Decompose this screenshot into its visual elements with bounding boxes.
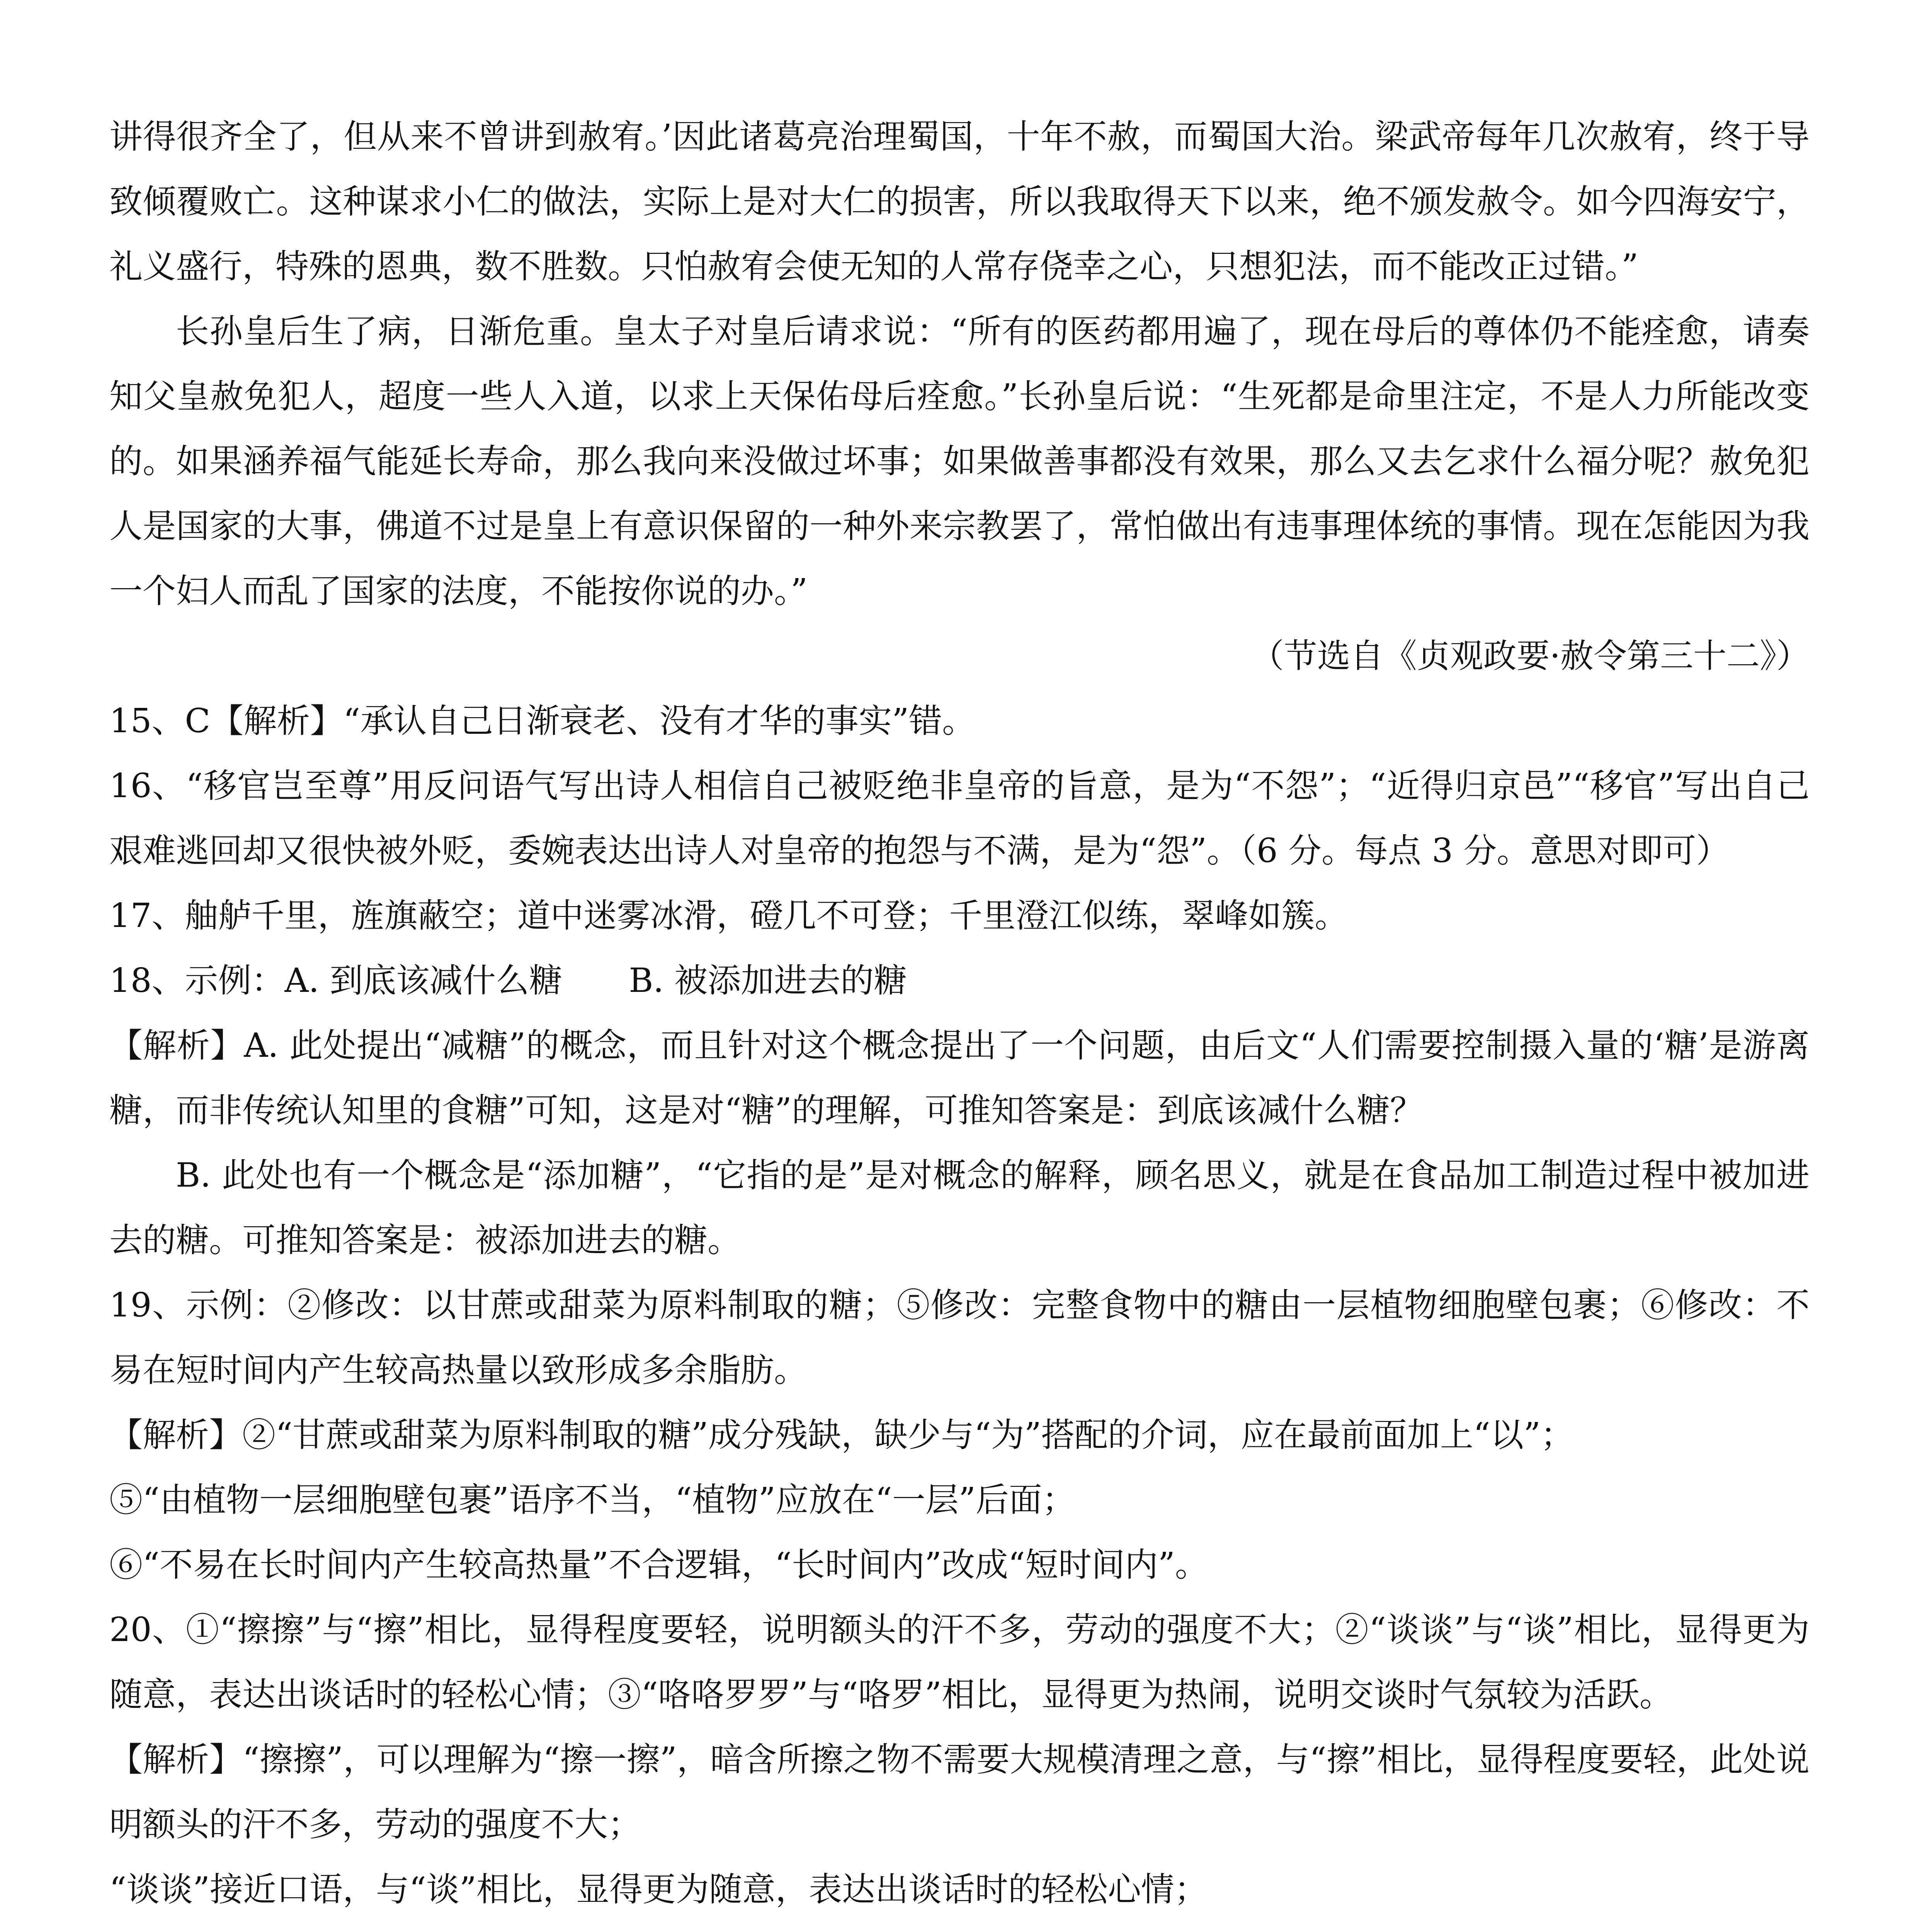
document-page [109, 104, 1810, 1932]
answer-18-analysis-b: B. 此处也有一个概念是“添加糖”，“它指的是”是对概念的解释，顾名思义，就是在食品加工制造过程中被加进去的糖。可推知答案是：被添加进去的糖。 [109, 1156, 1810, 1260]
translation-paragraph-continued: 讲得很齐全了，但从来不曾讲到赦宥。’因此诸葛亮治理蜀国，十年不赦，而蜀国大治。梁武帝每年几次赦宥，终于导致倾覆败亡。这种谋求小仁的做法，实际上是对大仁的损害，所以我取得天下以来，绝不颁发赦令。如今四海安宁，礼义盛行，特殊的恩典，数不胜数。只怕赦宥会使无知的人常存侥幸之心，只想犯法，而不能改正过错。” [109, 117, 1810, 286]
answer-19-analysis-5: ⑤“由植物一层细胞壁包裹”语序不当，“植物”应放在“一层”后面； [109, 1481, 1075, 1519]
answer-18-analysis-a: 【解析】A. 此处提出“减糖”的概念，而且针对这个概念提出了一个问题，由后文“人们需要控制摄入量的‘糖’是游离糖，而非传统认知里的食糖”可知，这是对“糖”的理解，可推知答案是：到底该减什么糖？ [109, 1026, 1810, 1130]
answer-20-analysis-2: “谈谈”接近口语，与“谈”相比，显得更为随意，表达出谈话时的轻松心情； [109, 1870, 1208, 1909]
answer-18: 18、示例：A. 到底该减什么糖 B. 被添加进去的糖 [109, 961, 907, 1000]
answer-19-analysis-2: 【解析】②“甘蔗或甜菜为原料制取的糖”成分残缺，缺少与“为”搭配的介词，应在最前面加上“以”； [109, 1416, 1574, 1454]
answer-17: 17、舳舻千里，旌旗蔽空；道中迷雾冰滑，磴几不可登；千里澄江似练，翠峰如簇。 [109, 896, 1348, 935]
answer-16: 16、“移官岂至尊”用反问语气写出诗人相信自己被贬绝非皇帝的旨意，是为“不怨”；“近得归京邑”“移官”写出自己艰难逃回却又很快被外贬，委婉表达出诗人对皇帝的抱怨与不满，是为“怨”。（6 分。每点 3 分。意思对即可） [109, 767, 1810, 870]
answer-20-analysis-3 [109, 1922, 1810, 1932]
translation-paragraph-empress: 长孙皇后生了病，日渐危重。皇太子对皇后请求说：“所有的医药都用遍了，现在母后的尊体仍不能痊愈，请奏知父皇赦免犯人，超度一些人入道，以求上天保佑母后痊愈。”长孙皇后说：“生死都是命里注定，不是人力所能改变的。如果涵养福气能延长寿命，那么我向来没做过坏事；如果做善事都没有效果，那么又去乞求什么福分呢？赦免犯人是国家的大事，佛道不过是皇上有意识保留的一种外来宗教罢了，常怕做出有违事理体统的事情。现在怎能因为我一个妇人而乱了国家的法度，不能按你说的办。” [109, 312, 1810, 611]
answer-19: 19、示例：②修改：以甘蔗或甜菜为原料制取的糖；⑤修改：完整食物中的糖由一层植物细胞壁包裹；⑥修改：不易在短时间内产生较高热量以致形成多余脂肪。 [109, 1286, 1810, 1389]
source-citation: （节选自《贞观政要·赦令第三十二》） [1250, 637, 1810, 675]
answer-19-analysis-6: ⑥“不易在长时间内产生较高热量”不合逻辑，“长时间内”改成“短时间内”。 [109, 1546, 1208, 1584]
answer-20-analysis-1: 【解析】“擦擦”，可以理解为“擦一擦”，暗含所擦之物不需要大规模清理之意，与“擦”相比，显得程度要轻，此处说明额头的汗不多，劳动的强度不大； [109, 1740, 1810, 1844]
answer-15: 15、C【解析】“承认自己日渐衰老、没有才华的事实”错。 [109, 702, 976, 740]
answer-20: 20、①“擦擦”与“擦”相比，显得程度要轻，说明额头的汗不多，劳动的强度不大；②“谈谈”与“谈”相比，显得更为随意，表达出谈话时的轻松心情；③“咯咯罗罗”与“咯罗”相比，显得更为热闹，说明交谈时气氛较为活跃。 [109, 1611, 1810, 1714]
